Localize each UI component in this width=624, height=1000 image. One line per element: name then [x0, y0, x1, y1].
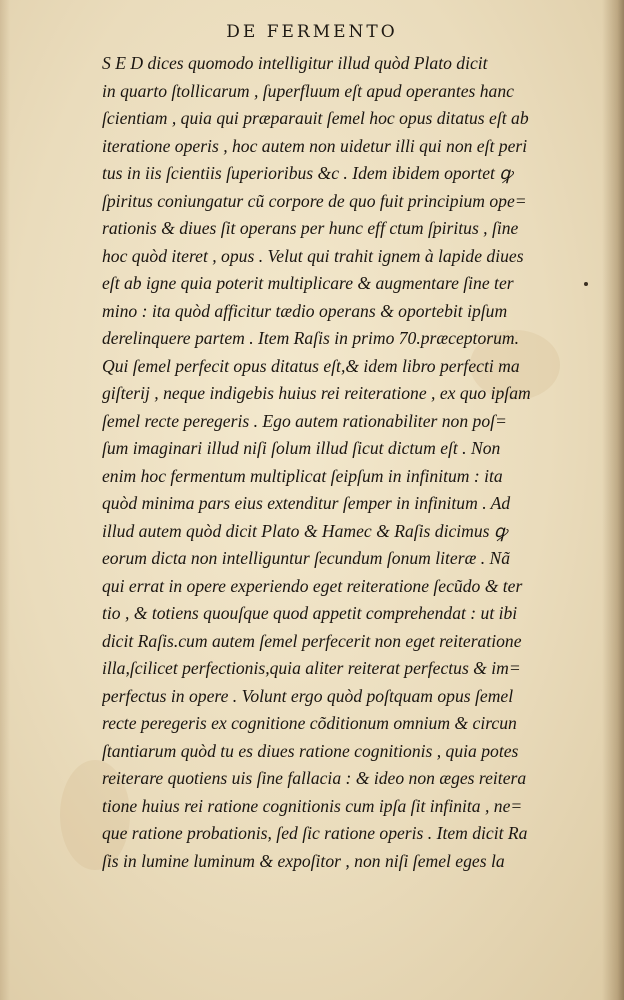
text-line: qui errat in opere experiendo eget reiteratione ſecũdo & ter — [102, 575, 523, 596]
text-line: giſterij , neque indigebis huius rei reiteratione , ex quo ipſam — [102, 383, 531, 403]
text-line: perfectus in opere . Volunt ergo quòd poſtquam opus ſemel — [102, 685, 514, 706]
text-line: iteratione operis , hoc autem non uidetur illi qui non eſt peri — [102, 135, 528, 156]
text-line: illa,ſcilicet perfectionis,quia aliter reiterat perfectus & im= — [102, 658, 521, 678]
text-line: tione huius rei ratione cognitionis cum ipſa ſit infinita , ne= — [102, 795, 523, 816]
text-line: ſtantiarum quòd tu es diues ratione cognitionis , quia potes — [102, 740, 519, 761]
text-line: ſum imaginari illud niſi ſolum illud ſicut dictum eſt . Non — [102, 438, 501, 458]
page-left-edge — [0, 0, 10, 1000]
margin-mark — [584, 282, 588, 286]
text-line: ſcientiam , quia qui præparauit ſemel hoc opus ditatus eſt ab — [102, 108, 529, 128]
text-line: ſpiritus coniungatur cũ corpore de quo fuit principium ope= — [102, 190, 527, 211]
text-line: quòd minima pars eius extenditur ſemper in infinitum . Ad — [102, 493, 511, 513]
text-line: ſemel recte peregeris . Ego autem rationabiliter non poſ= — [102, 410, 507, 431]
running-title: DE FERMENTO — [226, 22, 398, 42]
text-line: illud autem quòd dicit Plato & Hamec & Raſis dicimus ꝙ — [102, 520, 508, 541]
text-line: S E D dices quomodo intelligitur illud quòd Plato dicit — [102, 53, 488, 73]
text-line: dicit Raſis.cum autem ſemel perfecerit non eget reiteratione — [102, 630, 522, 651]
text-line: enim hoc fermentum multiplicat ſeipſum in infinitum : ita — [102, 465, 503, 486]
text-line: que ratione probationis, ſed ſic ratione operis . Item dicit Ra — [102, 823, 528, 843]
text-line: tus in iis ſcientiis ſuperioribus &c . Idem ibidem oportet ꝙ — [102, 163, 513, 183]
text-line: mino : ita quòd afficitur tædio operans & oportebit ipſum — [102, 300, 508, 321]
text-line: reiterare quotiens uis ſine fallacia : & ideo non æges reitera — [102, 768, 527, 788]
gutter-shadow — [602, 0, 624, 1000]
text-line: Qui ſemel perfecit opus ditatus eſt,& idem libro perfecti ma — [102, 355, 520, 376]
body-text — [102, 50, 582, 875]
text-line: recte peregeris ex cognitione cõditionum omnium & circun — [102, 713, 517, 733]
text-line: eſt ab igne quia poterit multiplicare & augmentare ſine ter — [102, 273, 514, 293]
text-line: in quarto ſtollicarum , ſuperfluum eſt apud operantes hanc — [102, 80, 514, 101]
text-line: eorum dicta non intelliguntur ſecundum ſonum literæ . Nã — [102, 548, 511, 568]
text-line: ſis in lumine luminum & expoſitor , non niſi ſemel eges la — [102, 850, 505, 871]
text-line: derelinquere partem . Item Raſis in primo 70.præceptorum. — [102, 328, 519, 348]
text-line: tio , & totiens quouſque quod appetit comprehendat : ut ibi — [102, 603, 518, 623]
text-line: hoc quòd iteret , opus . Velut qui trahit ignem à lapide diues — [102, 245, 524, 266]
text-line: rationis & diues ſit operans per hunc eff ctum ſpiritus , ſine — [102, 218, 519, 238]
